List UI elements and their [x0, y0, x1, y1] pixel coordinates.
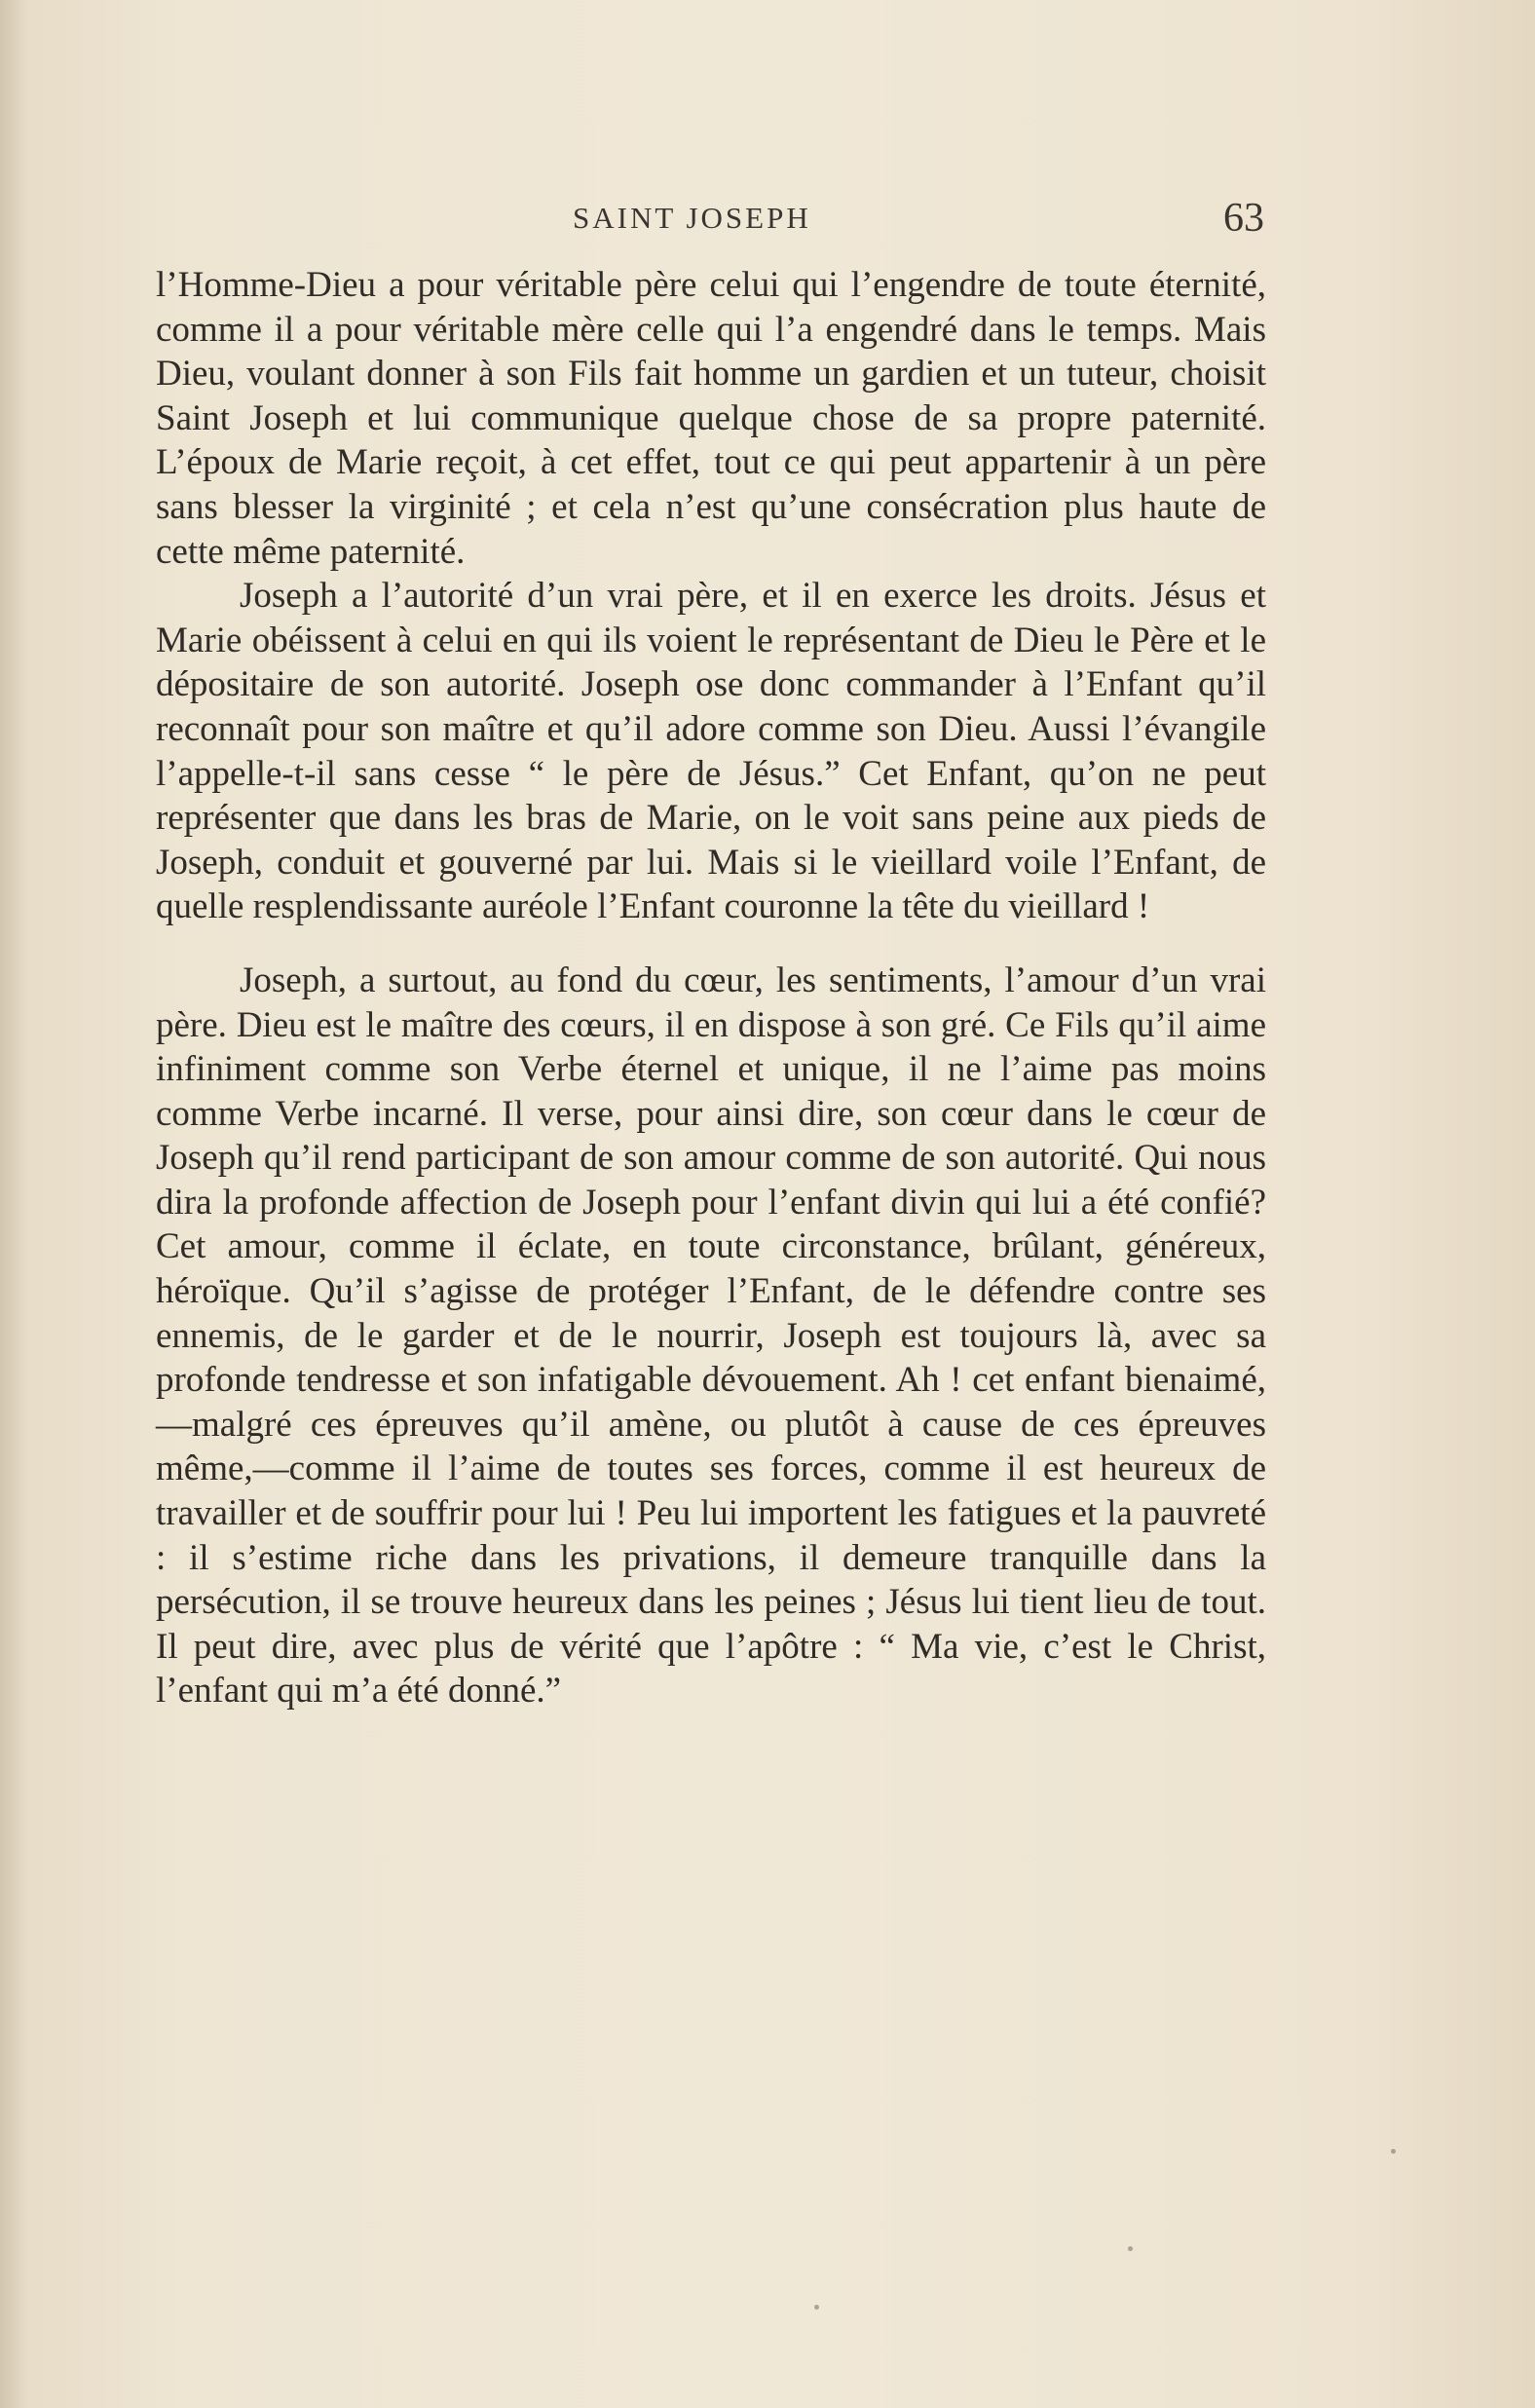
- page-number: 63: [1223, 196, 1264, 241]
- paragraph-2: Joseph a l’autorité d’un vrai père, et il en exerce les droits. Jésus et Marie obéissent à celui en qui ils voient le représentant de Dieu le Père et le dépositaire de son autorité. Joseph ose donc commander à l’Enfant qu’il reconnaît pour son maître et qu’il adore comme son Dieu. Aussi l’évangile l’appelle-t-il sans cesse “ le père de Jésus.” Cet Enfant, qu’on ne peut représenter que dans les bras de Marie, on le voit sans peine aux pieds de Joseph, conduit et gouverné par lui. Mais si le vieillard voile l’Enfant, de quelle resplendissante auréole l’Enfant couronne la tête du vieillard !: [156, 576, 1266, 927]
- paper-speck: [1128, 2246, 1133, 2251]
- running-head: [0, 191, 1535, 249]
- paragraph-3: Joseph, a surtout, au fond du cœur, les sentiments, l’amour d’un vrai père. Dieu est le maître des cœurs, il en dispose à son gré. Ce Fils qu’il aime infiniment comme son Verbe éternel et unique, il ne l’aime pas moins comme Verbe incarné. Il verse, pour ainsi dire, son cœur dans le cœur de Joseph qu’il rend participant de son amour comme de son autorité. Qui nous dira la profonde affection de Joseph pour l’enfant divin qui lui a été confié? Cet amour, comme il éclate, en toute circonstance, brûlant, généreux, héroïque. Qu’il s’agisse de protéger l’Enfant, de le défendre contre ses ennemis, de le garder et de le nourrir, Joseph est toujours là, avec sa profonde tendresse et son infatigable dévouement. Ah ! cet enfant bienaimé, —malgré ces épreuves qu’il amène, ou plutôt à cause de ces épreuves même,—comme il l’aime de toutes ses forces, comme il est heureux de travailler et de souffrir pour lui ! Peu lui importent les fatigues et la pauvreté : il s’estime riche dans les privations, il demeure tranquille dans la persécution, il se trouve heureux dans les peines ; Jésus lui tient lieu de tout. Il peut dire, avec plus de vérité que l’apôtre : “ Ma vie, c’est le Christ, l’enfant qui m’a été donné.”: [156, 959, 1266, 1712]
- body-text: [156, 263, 1266, 1713]
- paper-speck: [814, 2305, 819, 2310]
- running-title: SAINT JOSEPH: [573, 201, 811, 235]
- paragraph-1: l’Homme-Dieu a pour véritable père celui qui l’engendre de toute éternité, comme il a pour véritable mère celle qui l’a engendré dans le temps. Mais Dieu, voulant donner à son Fils fait homme un gardien et un tuteur, choisit Saint Joseph et lui communique quelque chose de sa propre paternité. L’époux de Marie reçoit, à cet effet, tout ce qui peut appartenir à un père sans blesser la virginité ; et cela n’est qu’une consécration plus haute de cette même paternité.: [156, 265, 1266, 572]
- page-edge-shadow: [0, 0, 27, 2408]
- paper-speck: [1391, 2149, 1396, 2154]
